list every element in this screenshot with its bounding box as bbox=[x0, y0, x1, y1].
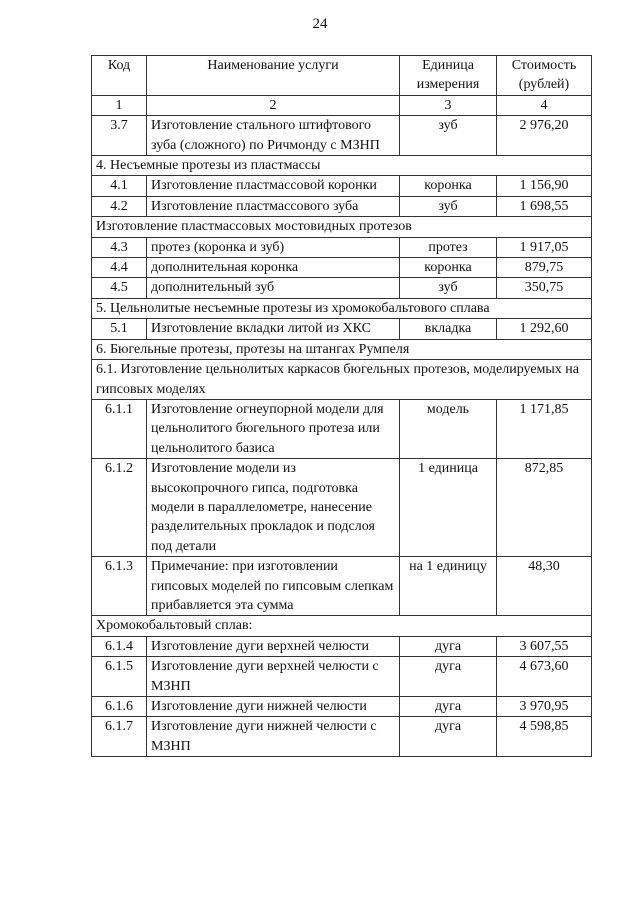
section-title: 6. Бюгельные протезы, протезы на штангах Румпеля bbox=[92, 339, 592, 359]
header-cost: Стоимость (рублей) bbox=[497, 56, 592, 96]
table-row bbox=[92, 717, 592, 757]
service-code: 4.3 bbox=[92, 237, 147, 257]
section-row bbox=[92, 360, 592, 400]
service-unit: зуб bbox=[400, 116, 497, 156]
service-code: 6.1.5 bbox=[92, 657, 147, 697]
column-number: 2 bbox=[147, 95, 400, 115]
service-name: Изготовление пластмассовой коронки bbox=[147, 176, 400, 196]
service-cost: 3 970,95 bbox=[497, 697, 592, 717]
table-row bbox=[92, 636, 592, 656]
header-name: Наименование услуги bbox=[147, 56, 400, 96]
section-title: Изготовление пластмассовых мостовидных протезов bbox=[92, 217, 592, 237]
service-unit: коронка bbox=[400, 258, 497, 278]
service-cost: 350,75 bbox=[497, 278, 592, 298]
service-cost: 3 607,55 bbox=[497, 636, 592, 656]
service-code: 6.1.6 bbox=[92, 697, 147, 717]
service-unit: 1 единица bbox=[400, 459, 497, 557]
table-row bbox=[92, 116, 592, 156]
section-row bbox=[92, 616, 592, 636]
service-unit: коронка bbox=[400, 176, 497, 196]
service-name: Примечание: при изготовлении гипсовых моделей по гипсовым слепкам прибавляется эта сумма bbox=[147, 557, 400, 616]
service-code: 6.1.2 bbox=[92, 459, 147, 557]
service-code: 6.1.1 bbox=[92, 399, 147, 458]
service-code: 6.1.7 bbox=[92, 717, 147, 757]
header-code: Код bbox=[92, 56, 147, 96]
service-name: Изготовление модели из высокопрочного гипса, подготовка модели в параллелометре, нанесение разделительных прокладок и подслоя под детали bbox=[147, 459, 400, 557]
service-cost: 872,85 bbox=[497, 459, 592, 557]
service-cost: 2 976,20 bbox=[497, 116, 592, 156]
service-unit: дуга bbox=[400, 697, 497, 717]
table-row bbox=[92, 319, 592, 339]
service-code: 6.1.3 bbox=[92, 557, 147, 616]
service-code: 5.1 bbox=[92, 319, 147, 339]
service-name: Изготовление вкладки литой из ХКС bbox=[147, 319, 400, 339]
section-row bbox=[92, 298, 592, 318]
table-row bbox=[92, 278, 592, 298]
section-title: 5. Цельнолитые несъемные протезы из хромокобальтового сплава bbox=[92, 298, 592, 318]
column-number: 1 bbox=[92, 95, 147, 115]
service-code: 4.1 bbox=[92, 176, 147, 196]
table-row bbox=[92, 237, 592, 257]
service-cost: 48,30 bbox=[497, 557, 592, 616]
service-name: Изготовление дуги верхней челюсти bbox=[147, 636, 400, 656]
header-unit: Единица измерения bbox=[400, 56, 497, 96]
service-unit: зуб bbox=[400, 278, 497, 298]
price-table bbox=[91, 55, 592, 757]
section-row bbox=[92, 339, 592, 359]
section-title: 6.1. Изготовление цельнолитых каркасов бюгельных протезов, моделируемых на гипсовых моделях bbox=[92, 360, 592, 400]
table-header-row bbox=[92, 56, 592, 96]
service-unit: на 1 единицу bbox=[400, 557, 497, 616]
section-title: Хромокобальтовый сплав: bbox=[92, 616, 592, 636]
service-name: Изготовление дуги верхней челюсти с МЗНП bbox=[147, 657, 400, 697]
service-unit: зуб bbox=[400, 196, 497, 216]
service-name: дополнительный зуб bbox=[147, 278, 400, 298]
section-row bbox=[92, 217, 592, 237]
service-cost: 879,75 bbox=[497, 258, 592, 278]
service-name: Изготовление пластмассового зуба bbox=[147, 196, 400, 216]
column-number: 3 bbox=[400, 95, 497, 115]
service-cost: 1 171,85 bbox=[497, 399, 592, 458]
section-title: 4. Несъемные протезы из пластмассы bbox=[92, 156, 592, 176]
column-number: 4 bbox=[497, 95, 592, 115]
table-row bbox=[92, 557, 592, 616]
column-number-row bbox=[92, 95, 592, 115]
service-code: 3.7 bbox=[92, 116, 147, 156]
table-row bbox=[92, 399, 592, 458]
service-unit: протез bbox=[400, 237, 497, 257]
service-cost: 1 917,05 bbox=[497, 237, 592, 257]
service-name: Изготовление дуги нижней челюсти с МЗНП bbox=[147, 717, 400, 757]
table-row bbox=[92, 459, 592, 557]
table-row bbox=[92, 657, 592, 697]
section-row bbox=[92, 156, 592, 176]
service-cost: 4 673,60 bbox=[497, 657, 592, 697]
table-row bbox=[92, 176, 592, 196]
service-name: Изготовление дуги нижней челюсти bbox=[147, 697, 400, 717]
service-unit: дуга bbox=[400, 657, 497, 697]
service-code: 6.1.4 bbox=[92, 636, 147, 656]
service-name: дополнительная коронка bbox=[147, 258, 400, 278]
service-name: протез (коронка и зуб) bbox=[147, 237, 400, 257]
table-row bbox=[92, 258, 592, 278]
service-cost: 1 156,90 bbox=[497, 176, 592, 196]
service-code: 4.2 bbox=[92, 196, 147, 216]
service-cost: 1 698,55 bbox=[497, 196, 592, 216]
service-code: 4.4 bbox=[92, 258, 147, 278]
service-cost: 1 292,60 bbox=[497, 319, 592, 339]
service-unit: дуга bbox=[400, 717, 497, 757]
service-unit: модель bbox=[400, 399, 497, 458]
table-row bbox=[92, 697, 592, 717]
page-number: 24 bbox=[312, 16, 328, 32]
service-unit: вкладка bbox=[400, 319, 497, 339]
service-name: Изготовление огнеупорной модели для цельнолитого бюгельного протеза или цельнолитого базиса bbox=[147, 399, 400, 458]
service-cost: 4 598,85 bbox=[497, 717, 592, 757]
service-name: Изготовление стального штифтового зуба (сложного) по Ричмонду с МЗНП bbox=[147, 116, 400, 156]
service-code: 4.5 bbox=[92, 278, 147, 298]
service-unit: дуга bbox=[400, 636, 497, 656]
table-row bbox=[92, 196, 592, 216]
